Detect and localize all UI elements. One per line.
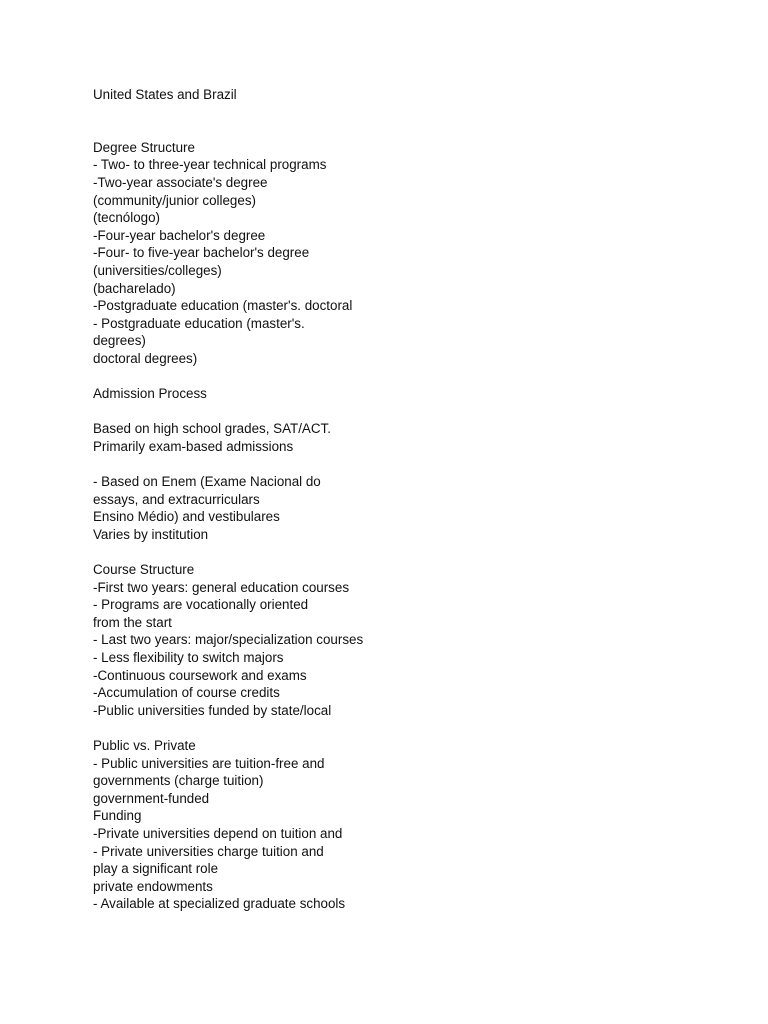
document-content: [93, 86, 733, 931]
blank-line: [93, 403, 733, 421]
section-course-structure: [93, 561, 733, 719]
section-admission-process: [93, 385, 733, 543]
section-heading: Degree Structure: [93, 139, 195, 155]
text-line: -First two years: general education courses: [93, 579, 350, 595]
section-heading: Course Structure: [93, 562, 195, 578]
text-line: -Public universities funded by state/local: [93, 702, 332, 718]
text-line: degrees): [93, 333, 146, 349]
text-line: - Less flexibility to switch majors: [93, 650, 284, 665]
text-line: Varies by institution: [93, 526, 209, 542]
text-line: essays, and extracurriculars: [93, 491, 260, 507]
text-line: - Two- to three-year technical programs: [93, 157, 327, 173]
text-line: -Four-year bachelor's degree: [93, 227, 266, 243]
text-line: from the start: [93, 614, 172, 630]
document-title: United States and Brazil: [93, 87, 237, 102]
text-line: Primarily exam-based admissions: [93, 438, 294, 454]
text-line: Based on high school grades, SAT/ACT.: [93, 421, 331, 437]
text-line: -Four- to five-year bachelor's degree: [93, 245, 310, 261]
text-line: - Based on Enem (Exame Nacional do: [93, 474, 321, 490]
text-line: -Two-year associate's degree: [93, 174, 268, 190]
text-line: - Available at specialized graduate schools: [93, 896, 346, 912]
text-line: governments (charge tuition): [93, 773, 264, 789]
text-line: - Postgraduate education (master's.: [93, 315, 305, 331]
text-line: (community/junior colleges): [93, 192, 256, 208]
text-line: (bacharelado): [93, 280, 176, 296]
text-line: - Private universities charge tuition and: [93, 843, 324, 859]
text-line: -Postgraduate education (master's. doctoral: [93, 298, 353, 314]
section-public-vs-private: [93, 737, 733, 913]
text-line: -Accumulation of course credits: [93, 685, 280, 701]
text-line: play a significant role: [93, 861, 219, 877]
text-line: private endowments: [93, 878, 213, 894]
text-line: government-funded: [93, 790, 210, 806]
text-line: -Private universities depend on tuition and: [93, 825, 343, 841]
blank-line: [93, 455, 733, 473]
text-line: Ensino Médio) and vestibulares: [93, 509, 280, 525]
section-heading: Public vs. Private: [93, 737, 196, 753]
text-line: Funding: [93, 808, 142, 824]
section-degree-structure: [93, 139, 733, 368]
text-line: doctoral degrees): [93, 350, 198, 366]
text-line: - Programs are vocationally oriented: [93, 597, 309, 613]
text-line: - Public universities are tuition-free and: [93, 755, 325, 771]
section-heading: Admission Process: [93, 386, 207, 402]
text-line: (tecnólogo): [93, 210, 160, 226]
text-line: -Continuous coursework and exams: [93, 667, 307, 683]
text-line: - Last two years: major/specialization courses: [93, 632, 364, 648]
text-line: (universities/colleges): [93, 262, 222, 278]
